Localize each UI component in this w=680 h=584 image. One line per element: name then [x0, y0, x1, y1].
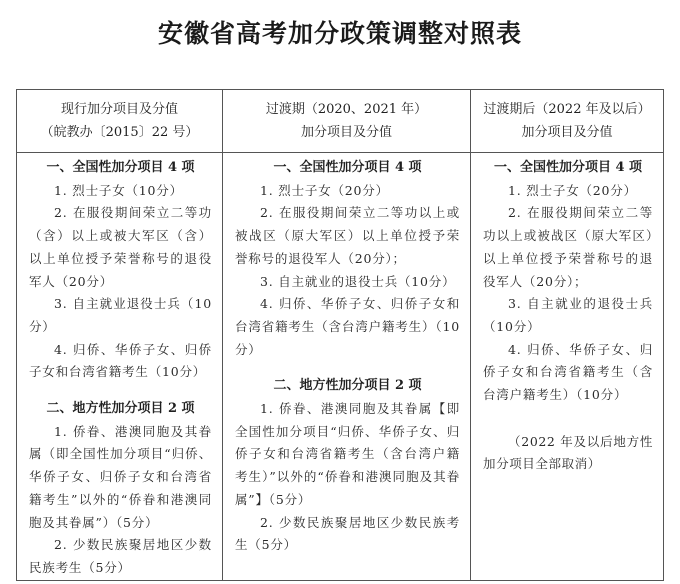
- header-transition-line2: 加分项目及分值: [300, 125, 392, 140]
- national-item: 1. 烈士子女（20分）: [260, 182, 389, 198]
- national-item: 4. 归侨、华侨子女、归侨子女和台湾省籍考生（10分）: [29, 341, 212, 380]
- national-heading: 一、全国性加分项目 4 项: [46, 160, 195, 175]
- header-row: [17, 90, 664, 153]
- national-item: 4. 归侨、华侨子女、归侨子女和台湾省籍考生（含台湾户籍考生）（10分）: [235, 296, 460, 357]
- national-heading: 一、全国性加分项目 4 项: [493, 160, 643, 175]
- national-item: 3. 自主就业退役士兵（10分）: [29, 296, 212, 334]
- header-current-line2: （皖教办〔2015〕22 号）: [40, 125, 199, 140]
- header-transition-line1: 过渡期（2020、2021 年）: [265, 102, 428, 117]
- national-item: 2. 在服役期间荣立二等功以上或被战区（原大军区）以上单位授予荣誉称号的退役军人（20分）；: [483, 205, 653, 289]
- content-row: [17, 153, 664, 581]
- national-heading: 一、全国性加分项目 4 项: [273, 160, 422, 175]
- header-transition: [223, 90, 471, 153]
- local-item: 1. 侨眷、港澳同胞及其眷属【即全国性加分项目“归侨、华侨子女、归侨子女和台湾省籍考生（含台湾户籍考生）”以外的“侨眷和港澳同胞及其眷属”】（5分）: [235, 401, 460, 507]
- comparison-table: [16, 89, 664, 581]
- column-transition: [223, 153, 471, 581]
- header-after-line2: 加分项目及分值: [521, 125, 613, 140]
- local-item: 2. 少数民族聚居地区少数民族考生（5分）: [29, 537, 212, 575]
- local-cancelled-note: （2022 年及以后地方性加分项目全部取消）: [483, 433, 653, 472]
- local-heading: 二、地方性加分项目 2 项: [46, 401, 195, 417]
- national-item: 3. 自主就业的退役士兵（10分）: [483, 296, 653, 334]
- local-item: 1. 侨眷、港澳同胞及其眷属（即全国性加分项目“归侨、华侨子女、归侨子女和台湾省籍考生”以外的“侨眷和港澳同胞及其眷属”）（5分）: [29, 423, 212, 530]
- national-item: 1. 烈士子女（10分）: [54, 182, 183, 198]
- header-after-line1: 过渡期后（2022 年及以后）: [483, 102, 651, 117]
- national-item: 4. 归侨、华侨子女、归侨子女和台湾省籍考生（含台湾户籍考生）（10分）: [483, 341, 653, 403]
- local-item: 2. 少数民族聚居地区少数民族考生（5分）: [235, 514, 460, 553]
- page-title: 安徽省高考加分政策调整对照表: [157, 19, 522, 48]
- national-item: 3. 自主就业的退役士兵（10分）: [260, 273, 456, 289]
- header-after: [471, 90, 664, 153]
- header-current: [17, 90, 223, 153]
- national-item: 1. 烈士子女（20分）: [508, 182, 637, 198]
- column-current: [17, 153, 223, 581]
- local-heading: 二、地方性加分项目 2 项: [273, 378, 422, 394]
- national-item: 2. 在服役期间荣立二等功以上或被战区（原大军区）以上单位授予荣誉称号的退役军人（20分）；: [235, 205, 460, 266]
- header-current-line1: 现行加分项目及分值: [60, 102, 178, 117]
- national-item: 2. 在服役期间荣立二等功（含）以上或被大军区（含）以上单位授予荣誉称号的退役军人（20分）: [29, 205, 212, 289]
- column-after: [471, 153, 664, 581]
